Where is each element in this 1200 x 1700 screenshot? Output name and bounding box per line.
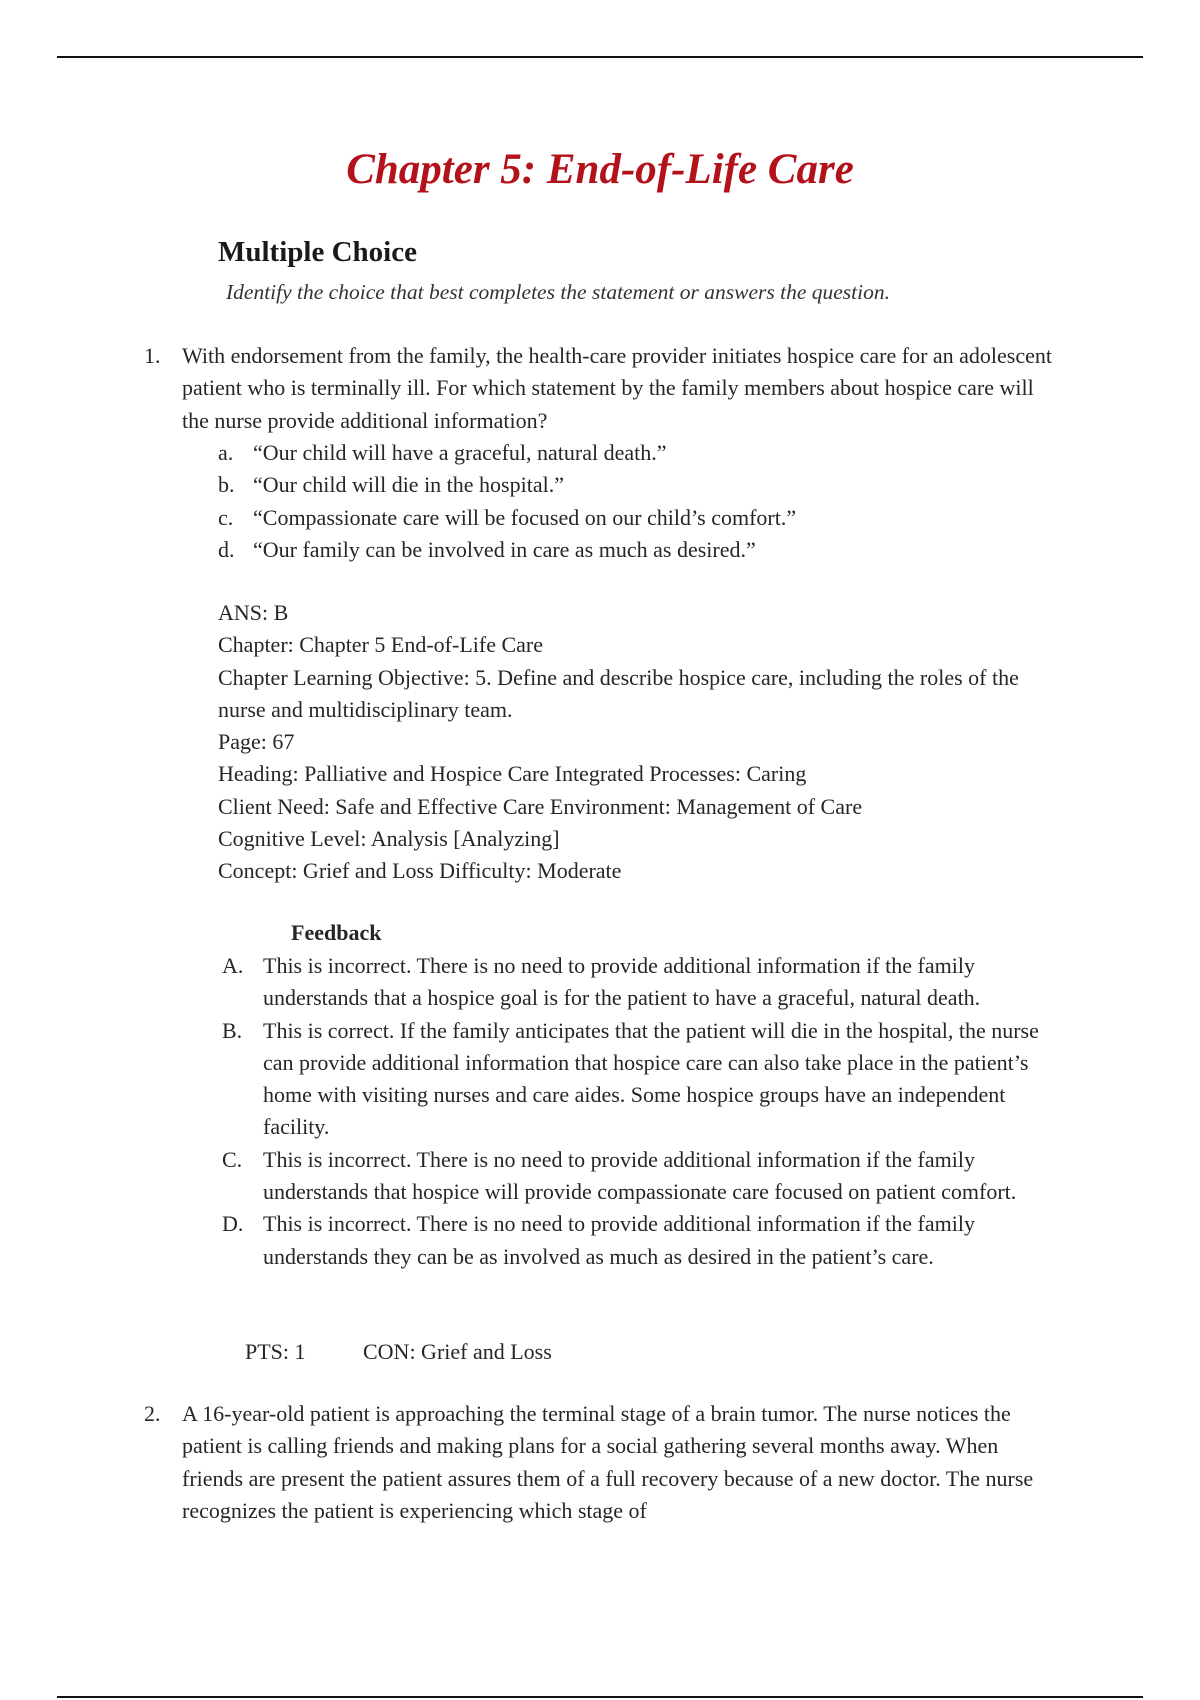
option-d [218,534,796,566]
option-text: “Our child will die in the hospital.” [253,472,564,498]
instructions: Identify the choice that best completes the statement or answers the question. [226,280,890,304]
option-a [218,437,796,469]
feedback-list [222,950,1072,1273]
concept-tag: CON: Grief and Loss [363,1339,552,1364]
option-text: “Our family can be involved in care as much as desired.” [253,536,756,562]
option-letter: a. [218,440,234,465]
meta-cognitive-level: Cognitive Level: Analysis [Analyzing] [218,826,560,852]
question-stem: A 16-year-old patient is approaching the terminal stage of a brain tumor. The nurse notices the patient is calling friends and making plans for a social gathering several months away. When friends are present the patient assures them of a full recovery because of a new doctor. The nurse recognizes the patient is experiencing which stage of [182,1401,1034,1523]
option-text: “Our child will have a graceful, natural death.” [253,440,667,465]
feedback-letter: C. [222,1146,243,1172]
option-letter: b. [218,472,235,498]
feedback-heading: Feedback [291,920,382,945]
option-c [218,502,796,534]
meta-page: Page: 67 [218,729,295,755]
points: PTS: 1 [245,1339,306,1364]
top-rule [57,56,1143,58]
feedback-letter: A. [222,953,244,978]
option-b [218,469,796,501]
feedback-text: This is incorrect. There is no need to provide additional information if the family understands that hospice will provide compassionate care focused on patient comfort. [263,1146,1017,1205]
question-number: 1. [144,343,161,368]
question-stem: With endorsement from the family, the health-care provider initiates hospice care for an adolescent patient who is terminally ill. For which statement by the family members about hospice care will the nurse provide additional information? [182,343,1052,433]
meta-concept: Concept: Grief and Loss Difficulty: Moderate [218,858,622,884]
feedback-text: This is correct. If the family anticipates that the patient will die in the hospital, the nurse can provide additional information that hospice care can also take place in the patient’s home with visiting nurses and care aides. Some hospice groups have an independent facility. [263,1017,1039,1140]
answer-options [218,437,796,566]
answer-metadata [218,597,1068,888]
option-letter: c. [218,504,234,530]
section-heading: Multiple Choice [218,236,417,268]
feedback-item-b [222,1015,1072,1144]
meta-objective: Chapter Learning Objective: 5. Define and describe hospice care, including the roles of the nurse and multidisciplinary team. [218,664,1019,722]
feedback-letter: B. [222,1017,243,1043]
option-text: “Compassionate care will be focused on our child’s comfort.” [253,504,797,530]
feedback-item-d [222,1208,1072,1273]
question-number: 2. [144,1401,161,1426]
feedback-text: This is incorrect. There is no need to provide additional information if the family understands that a hospice goal is for the patient to have a graceful, natural death. [263,953,981,1011]
meta-chapter: Chapter: Chapter 5 End-of-Life Care [218,632,543,658]
bottom-rule [57,1696,1143,1698]
meta-heading: Heading: Palliative and Hospice Care Integrated Processes: Caring [218,761,807,787]
points-row [245,1336,552,1368]
feedback-item-a [222,950,1072,1015]
answer-key: ANS: B [218,600,289,625]
chapter-title: Chapter 5: End-of-Life Care [346,146,854,193]
feedback-letter: D. [222,1211,244,1237]
feedback-text: This is incorrect. There is no need to provide additional information if the family understands they can be as involved as much as desired in the patient’s care. [263,1211,975,1269]
feedback-item-c [222,1144,1072,1209]
option-letter: d. [218,536,235,562]
meta-client-need: Client Need: Safe and Effective Care Environment: Management of Care [218,793,863,819]
